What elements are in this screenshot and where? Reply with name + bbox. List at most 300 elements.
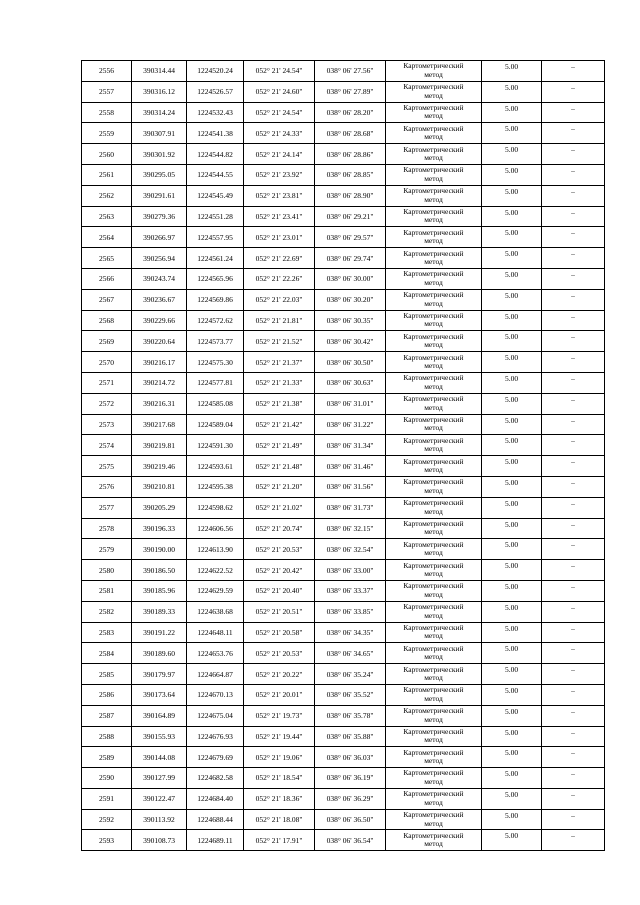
table-row	[82, 435, 605, 456]
x-coordinate-cell: 390266.97	[132, 227, 187, 248]
accuracy-cell: 5.00	[482, 497, 542, 518]
accuracy-cell: 5.00	[482, 372, 542, 393]
x-coordinate-cell: 390243.74	[132, 268, 187, 289]
x-coordinate-cell: 390314.24	[132, 102, 187, 123]
table-row	[82, 768, 605, 789]
method-label-suffix: метод	[424, 527, 443, 537]
accuracy-cell: 5.00	[482, 435, 542, 456]
latitude-cell: 052° 21' 22.26"	[244, 268, 315, 289]
longitude-cell: 038° 06' 29.57"	[315, 227, 386, 248]
point-number-cell: 2567	[82, 289, 132, 310]
note-cell: –	[542, 185, 605, 206]
point-number-cell: 2556	[82, 61, 132, 82]
y-coordinate-cell: 1224648.11	[187, 622, 244, 643]
x-coordinate-cell: 390229.66	[132, 310, 187, 331]
method-label-suffix: метод	[424, 69, 443, 79]
method-cell	[386, 601, 482, 622]
latitude-cell: 052° 21' 24.14"	[244, 144, 315, 165]
y-coordinate-cell: 1224622.52	[187, 560, 244, 581]
longitude-cell: 038° 06' 35.52"	[315, 684, 386, 705]
y-coordinate-cell: 1224541.38	[187, 123, 244, 144]
method-label-suffix: метод	[424, 277, 443, 287]
method-label-suffix: метод	[424, 714, 443, 724]
point-number-cell: 2564	[82, 227, 132, 248]
point-number-cell: 2557	[82, 81, 132, 102]
accuracy-cell: 5.00	[482, 476, 542, 497]
longitude-cell: 038° 06' 27.89"	[315, 81, 386, 102]
point-number-cell: 2590	[82, 768, 132, 789]
table-row	[82, 664, 605, 685]
table-row	[82, 830, 605, 851]
note-cell: –	[542, 310, 605, 331]
x-coordinate-cell: 390295.05	[132, 164, 187, 185]
accuracy-cell: 5.00	[482, 539, 542, 560]
latitude-cell: 052° 21' 23.41"	[244, 206, 315, 227]
y-coordinate-cell: 1224595.38	[187, 476, 244, 497]
note-cell: –	[542, 809, 605, 830]
note-cell: –	[542, 747, 605, 768]
x-coordinate-cell: 390122.47	[132, 788, 187, 809]
y-coordinate-cell: 1224577.81	[187, 372, 244, 393]
y-coordinate-cell: 1224670.13	[187, 684, 244, 705]
latitude-cell: 052° 21' 20.42"	[244, 560, 315, 581]
method-label: Картометрический	[403, 102, 464, 112]
method-cell	[386, 497, 482, 518]
method-label: Картометрический	[403, 61, 464, 71]
table-row	[82, 372, 605, 393]
method-cell	[386, 248, 482, 269]
method-label-suffix: метод	[424, 548, 443, 558]
x-coordinate-cell: 390301.92	[132, 144, 187, 165]
note-cell: –	[542, 227, 605, 248]
method-label-suffix: метод	[424, 756, 443, 766]
method-cell	[386, 705, 482, 726]
latitude-cell: 052° 21' 20.53"	[244, 643, 315, 664]
x-coordinate-cell: 390108.73	[132, 830, 187, 851]
point-number-cell: 2585	[82, 664, 132, 685]
method-label: Картометрический	[403, 373, 464, 383]
latitude-cell: 052° 21' 20.01"	[244, 684, 315, 705]
point-number-cell: 2580	[82, 560, 132, 581]
method-label-suffix: метод	[424, 631, 443, 641]
longitude-cell: 038° 06' 36.29"	[315, 788, 386, 809]
coordinates-table-body	[82, 61, 605, 851]
method-label: Картометрический	[403, 331, 464, 341]
accuracy-cell: 5.00	[482, 684, 542, 705]
y-coordinate-cell: 1224520.24	[187, 61, 244, 82]
method-label-suffix: метод	[424, 402, 443, 412]
method-label-suffix: метод	[424, 569, 443, 579]
point-number-cell: 2579	[82, 539, 132, 560]
point-number-cell: 2560	[82, 144, 132, 165]
table-row	[82, 601, 605, 622]
point-number-cell: 2558	[82, 102, 132, 123]
accuracy-cell: 5.00	[482, 331, 542, 352]
x-coordinate-cell: 390219.46	[132, 456, 187, 477]
longitude-cell: 038° 06' 28.20"	[315, 102, 386, 123]
method-label: Картометрический	[403, 414, 464, 424]
y-coordinate-cell: 1224664.87	[187, 664, 244, 685]
x-coordinate-cell: 390205.29	[132, 497, 187, 518]
note-cell: –	[542, 352, 605, 373]
method-label: Картометрический	[403, 498, 464, 508]
method-label: Картометрический	[403, 622, 464, 632]
method-label-suffix: метод	[424, 485, 443, 495]
y-coordinate-cell: 1224545.49	[187, 185, 244, 206]
method-label-suffix: метод	[424, 90, 443, 100]
method-label-suffix: метод	[424, 194, 443, 204]
method-label-suffix: метод	[424, 298, 443, 308]
method-cell	[386, 726, 482, 747]
method-label: Картометрический	[403, 206, 464, 216]
latitude-cell: 052° 21' 19.44"	[244, 726, 315, 747]
table-row	[82, 268, 605, 289]
note-cell: –	[542, 456, 605, 477]
point-number-cell: 2572	[82, 393, 132, 414]
note-cell: –	[542, 560, 605, 581]
table-row	[82, 518, 605, 539]
y-coordinate-cell: 1224589.04	[187, 414, 244, 435]
table-row	[82, 456, 605, 477]
y-coordinate-cell: 1224689.11	[187, 830, 244, 851]
y-coordinate-cell: 1224526.57	[187, 81, 244, 102]
method-cell	[386, 331, 482, 352]
table-row	[82, 747, 605, 768]
longitude-cell: 038° 06' 28.90"	[315, 185, 386, 206]
y-coordinate-cell: 1224573.77	[187, 331, 244, 352]
latitude-cell: 052° 21' 23.92"	[244, 164, 315, 185]
longitude-cell: 038° 06' 35.88"	[315, 726, 386, 747]
accuracy-cell: 5.00	[482, 227, 542, 248]
point-number-cell: 2568	[82, 310, 132, 331]
note-cell: –	[542, 102, 605, 123]
method-label: Картометрический	[403, 477, 464, 487]
x-coordinate-cell: 390144.08	[132, 747, 187, 768]
note-cell: –	[542, 497, 605, 518]
method-label: Картометрический	[403, 435, 464, 445]
note-cell: –	[542, 664, 605, 685]
x-coordinate-cell: 390216.17	[132, 352, 187, 373]
point-number-cell: 2573	[82, 414, 132, 435]
longitude-cell: 038° 06' 33.85"	[315, 601, 386, 622]
latitude-cell: 052° 21' 18.08"	[244, 809, 315, 830]
longitude-cell: 038° 06' 35.24"	[315, 664, 386, 685]
accuracy-cell: 5.00	[482, 560, 542, 581]
method-cell	[386, 580, 482, 601]
method-label: Картометрический	[403, 664, 464, 674]
latitude-cell: 052° 21' 21.49"	[244, 435, 315, 456]
accuracy-cell: 5.00	[482, 81, 542, 102]
method-label: Картометрический	[403, 539, 464, 549]
longitude-cell: 038° 06' 30.50"	[315, 352, 386, 373]
longitude-cell: 038° 06' 32.54"	[315, 539, 386, 560]
y-coordinate-cell: 1224682.58	[187, 768, 244, 789]
latitude-cell: 052° 21' 22.03"	[244, 289, 315, 310]
method-label-suffix: метод	[424, 236, 443, 246]
point-number-cell: 2586	[82, 684, 132, 705]
method-label: Картометрический	[403, 560, 464, 570]
point-number-cell: 2571	[82, 372, 132, 393]
point-number-cell: 2591	[82, 788, 132, 809]
x-coordinate-cell: 390179.97	[132, 664, 187, 685]
point-number-cell: 2582	[82, 601, 132, 622]
note-cell: –	[542, 705, 605, 726]
longitude-cell: 038° 06' 31.73"	[315, 497, 386, 518]
table-row	[82, 185, 605, 206]
note-cell: –	[542, 622, 605, 643]
table-row	[82, 497, 605, 518]
note-cell: –	[542, 726, 605, 747]
accuracy-cell: 5.00	[482, 123, 542, 144]
x-coordinate-cell: 390164.89	[132, 705, 187, 726]
longitude-cell: 038° 06' 29.21"	[315, 206, 386, 227]
y-coordinate-cell: 1224606.56	[187, 518, 244, 539]
note-cell: –	[542, 393, 605, 414]
point-number-cell: 2588	[82, 726, 132, 747]
longitude-cell: 038° 06' 36.54"	[315, 830, 386, 851]
table-row	[82, 393, 605, 414]
accuracy-cell: 5.00	[482, 414, 542, 435]
method-cell	[386, 664, 482, 685]
longitude-cell: 038° 06' 28.86"	[315, 144, 386, 165]
method-label-suffix: метод	[424, 652, 443, 662]
method-label: Картометрический	[403, 768, 464, 778]
method-cell	[386, 123, 482, 144]
method-cell	[386, 206, 482, 227]
latitude-cell: 052° 21' 20.53"	[244, 539, 315, 560]
latitude-cell: 052° 21' 18.54"	[244, 768, 315, 789]
method-label-suffix: метод	[424, 465, 443, 475]
latitude-cell: 052° 21' 20.40"	[244, 580, 315, 601]
x-coordinate-cell: 390291.61	[132, 185, 187, 206]
latitude-cell: 052° 21' 17.91"	[244, 830, 315, 851]
accuracy-cell: 5.00	[482, 622, 542, 643]
point-number-cell: 2559	[82, 123, 132, 144]
method-cell	[386, 289, 482, 310]
x-coordinate-cell: 390127.99	[132, 768, 187, 789]
latitude-cell: 052° 21' 21.38"	[244, 393, 315, 414]
longitude-cell: 038° 06' 36.19"	[315, 768, 386, 789]
note-cell: –	[542, 788, 605, 809]
x-coordinate-cell: 390189.33	[132, 601, 187, 622]
method-label: Картометрический	[403, 82, 464, 92]
latitude-cell: 052° 21' 24.54"	[244, 102, 315, 123]
longitude-cell: 038° 06' 27.56"	[315, 61, 386, 82]
accuracy-cell: 5.00	[482, 705, 542, 726]
longitude-cell: 038° 06' 28.85"	[315, 164, 386, 185]
method-cell	[386, 310, 482, 331]
method-label: Картометрический	[403, 269, 464, 279]
accuracy-cell: 5.00	[482, 768, 542, 789]
method-label-suffix: метод	[424, 215, 443, 225]
table-row	[82, 289, 605, 310]
y-coordinate-cell: 1224653.76	[187, 643, 244, 664]
latitude-cell: 052° 21' 20.22"	[244, 664, 315, 685]
method-cell	[386, 61, 482, 82]
x-coordinate-cell: 390214.72	[132, 372, 187, 393]
point-number-cell: 2561	[82, 164, 132, 185]
method-cell	[386, 476, 482, 497]
method-label-suffix: метод	[424, 153, 443, 163]
table-row	[82, 476, 605, 497]
note-cell: –	[542, 164, 605, 185]
y-coordinate-cell: 1224557.95	[187, 227, 244, 248]
method-label-suffix: метод	[424, 257, 443, 267]
point-number-cell: 2569	[82, 331, 132, 352]
y-coordinate-cell: 1224544.55	[187, 164, 244, 185]
note-cell: –	[542, 601, 605, 622]
method-cell	[386, 643, 482, 664]
x-coordinate-cell: 390155.93	[132, 726, 187, 747]
longitude-cell: 038° 06' 30.20"	[315, 289, 386, 310]
y-coordinate-cell: 1224688.44	[187, 809, 244, 830]
accuracy-cell: 5.00	[482, 580, 542, 601]
accuracy-cell: 5.00	[482, 726, 542, 747]
method-cell	[386, 830, 482, 851]
longitude-cell: 038° 06' 29.74"	[315, 248, 386, 269]
method-label: Картометрический	[403, 685, 464, 695]
method-label: Картометрический	[403, 123, 464, 133]
table-row	[82, 705, 605, 726]
point-number-cell: 2565	[82, 248, 132, 269]
table-row	[82, 809, 605, 830]
x-coordinate-cell: 390173.64	[132, 684, 187, 705]
table-row	[82, 726, 605, 747]
accuracy-cell: 5.00	[482, 809, 542, 830]
note-cell: –	[542, 144, 605, 165]
x-coordinate-cell: 390314.44	[132, 61, 187, 82]
table-row	[82, 227, 605, 248]
method-cell	[386, 227, 482, 248]
longitude-cell: 038° 06' 30.00"	[315, 268, 386, 289]
longitude-cell: 038° 06' 33.00"	[315, 560, 386, 581]
table-row	[82, 164, 605, 185]
point-number-cell: 2563	[82, 206, 132, 227]
note-cell: –	[542, 289, 605, 310]
x-coordinate-cell: 390216.31	[132, 393, 187, 414]
longitude-cell: 038° 06' 33.37"	[315, 580, 386, 601]
y-coordinate-cell: 1224598.62	[187, 497, 244, 518]
method-label: Картометрический	[403, 789, 464, 799]
method-label-suffix: метод	[424, 693, 443, 703]
longitude-cell: 038° 06' 36.50"	[315, 809, 386, 830]
latitude-cell: 052° 21' 21.37"	[244, 352, 315, 373]
method-label-suffix: метод	[424, 361, 443, 371]
method-label-suffix: метод	[424, 776, 443, 786]
table-row	[82, 81, 605, 102]
y-coordinate-cell: 1224551.28	[187, 206, 244, 227]
accuracy-cell: 5.00	[482, 352, 542, 373]
table-row	[82, 539, 605, 560]
accuracy-cell: 5.00	[482, 393, 542, 414]
x-coordinate-cell: 390217.68	[132, 414, 187, 435]
method-label: Картометрический	[403, 290, 464, 300]
method-cell	[386, 352, 482, 373]
method-cell	[386, 81, 482, 102]
longitude-cell: 038° 06' 30.35"	[315, 310, 386, 331]
accuracy-cell: 5.00	[482, 268, 542, 289]
latitude-cell: 052° 21' 21.81"	[244, 310, 315, 331]
accuracy-cell: 5.00	[482, 289, 542, 310]
table-row	[82, 61, 605, 82]
method-cell	[386, 372, 482, 393]
method-label-suffix: метод	[424, 132, 443, 142]
table-row	[82, 144, 605, 165]
accuracy-cell: 5.00	[482, 788, 542, 809]
method-label: Картометрический	[403, 726, 464, 736]
method-cell	[386, 456, 482, 477]
x-coordinate-cell: 390316.12	[132, 81, 187, 102]
longitude-cell: 038° 06' 31.01"	[315, 393, 386, 414]
accuracy-cell: 5.00	[482, 206, 542, 227]
method-label-suffix: метод	[424, 340, 443, 350]
point-number-cell: 2575	[82, 456, 132, 477]
accuracy-cell: 5.00	[482, 747, 542, 768]
point-number-cell: 2589	[82, 747, 132, 768]
table-row	[82, 580, 605, 601]
latitude-cell: 052° 21' 24.54"	[244, 61, 315, 82]
method-label: Картометрический	[403, 518, 464, 528]
note-cell: –	[542, 81, 605, 102]
x-coordinate-cell: 390307.91	[132, 123, 187, 144]
table-row	[82, 248, 605, 269]
point-number-cell: 2570	[82, 352, 132, 373]
method-cell	[386, 747, 482, 768]
longitude-cell: 038° 06' 30.63"	[315, 372, 386, 393]
table-row	[82, 102, 605, 123]
point-number-cell: 2581	[82, 580, 132, 601]
note-cell: –	[542, 372, 605, 393]
latitude-cell: 052° 21' 24.60"	[244, 81, 315, 102]
method-label-suffix: метод	[424, 735, 443, 745]
x-coordinate-cell: 390191.22	[132, 622, 187, 643]
y-coordinate-cell: 1224676.93	[187, 726, 244, 747]
x-coordinate-cell: 390186.50	[132, 560, 187, 581]
table-row	[82, 352, 605, 373]
y-coordinate-cell: 1224675.04	[187, 705, 244, 726]
method-cell	[386, 393, 482, 414]
y-coordinate-cell: 1224561.24	[187, 248, 244, 269]
coordinates-table	[81, 60, 605, 851]
longitude-cell: 038° 06' 34.65"	[315, 643, 386, 664]
longitude-cell: 038° 06' 31.22"	[315, 414, 386, 435]
longitude-cell: 038° 06' 31.34"	[315, 435, 386, 456]
longitude-cell: 038° 06' 30.42"	[315, 331, 386, 352]
point-number-cell: 2577	[82, 497, 132, 518]
point-number-cell: 2584	[82, 643, 132, 664]
method-cell	[386, 539, 482, 560]
table-row	[82, 684, 605, 705]
latitude-cell: 052° 21' 19.73"	[244, 705, 315, 726]
latitude-cell: 052° 21' 23.01"	[244, 227, 315, 248]
note-cell: –	[542, 580, 605, 601]
accuracy-cell: 5.00	[482, 456, 542, 477]
accuracy-cell: 5.00	[482, 164, 542, 185]
latitude-cell: 052° 21' 20.58"	[244, 622, 315, 643]
method-label: Картометрический	[403, 706, 464, 716]
table-row	[82, 123, 605, 144]
table-row	[82, 331, 605, 352]
latitude-cell: 052° 21' 21.20"	[244, 476, 315, 497]
accuracy-cell: 5.00	[482, 518, 542, 539]
accuracy-cell: 5.00	[482, 664, 542, 685]
accuracy-cell: 5.00	[482, 601, 542, 622]
method-label: Картометрический	[403, 144, 464, 154]
latitude-cell: 052° 21' 20.51"	[244, 601, 315, 622]
accuracy-cell: 5.00	[482, 310, 542, 331]
method-cell	[386, 518, 482, 539]
method-label: Картометрический	[403, 747, 464, 757]
